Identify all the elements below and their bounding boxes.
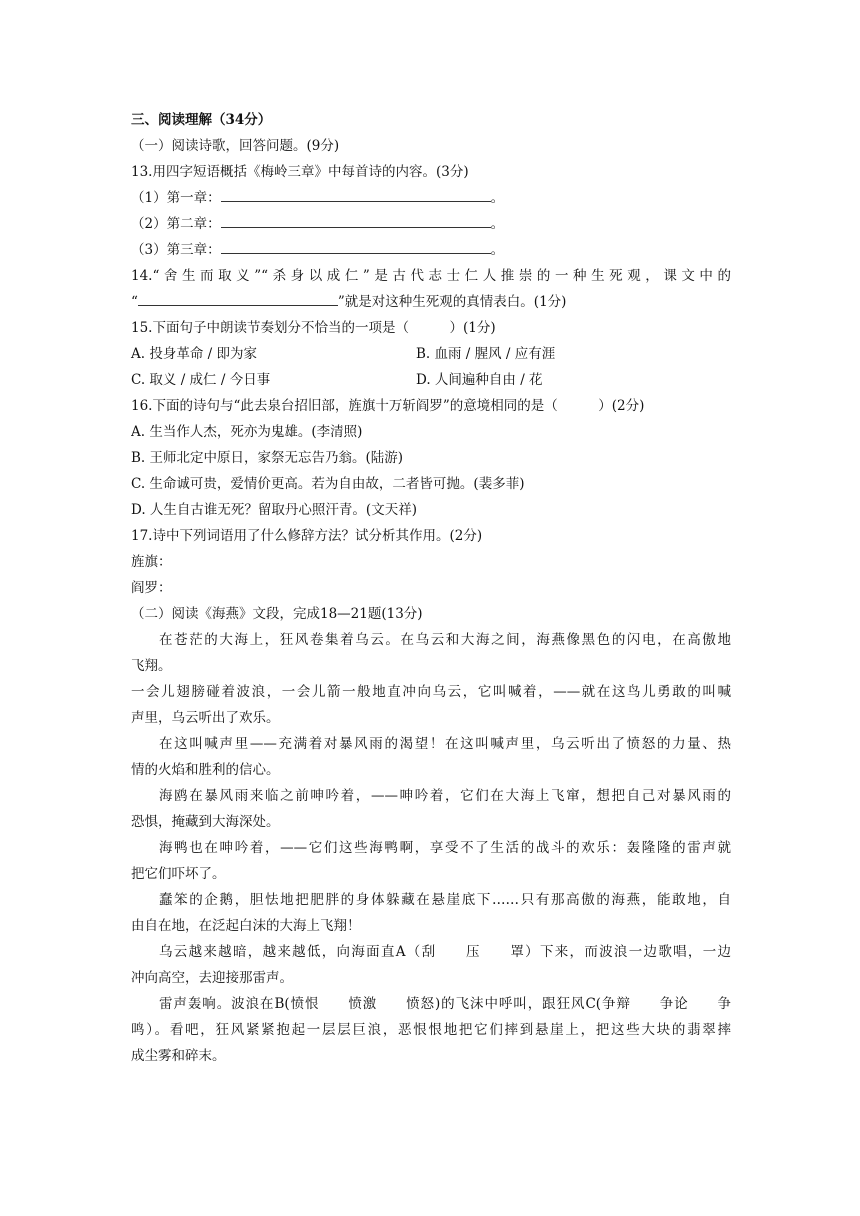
passage-line: 冲向高空，去迎接那雷声。 <box>131 970 293 986</box>
question-15-options-row-2 <box>131 367 731 393</box>
passage-line: 情的火焰和胜利的信心。 <box>131 762 280 778</box>
section-heading: 三、阅读理解（34分） <box>131 112 272 128</box>
item-label: （2）第二章： <box>131 216 221 232</box>
question-16-stem: 16.下面的诗句与“此去泉台招旧部，旌旗十万斩阎罗”的意境相同的是（ ）(2分) <box>131 398 645 414</box>
question-14-line-1: 14.“舍生而取义”“杀身以成仁”是古代志士仁人推崇的一种生死观，课文中的 <box>131 268 731 284</box>
option-d[interactable]: D. 人生自古谁无死？留取丹心照汗青。(文天祥) <box>131 502 417 518</box>
part1-title: （一）阅读诗歌，回答问题。(9分) <box>131 138 340 154</box>
option-b[interactable]: B. 王师北定中原日，家祭无忘告乃翁。(陆游) <box>131 450 404 466</box>
option-b[interactable]: B. 血雨 / 腥风 / 应有涯 <box>416 346 556 362</box>
question-15-options-row-1 <box>131 341 731 367</box>
answer-blank[interactable] <box>221 239 491 254</box>
option-c[interactable]: C. 生命诚可贵，爱情价更高。若为自由故，二者皆可抛。(裴多菲) <box>131 476 525 492</box>
passage-line: 恐惧，掩藏到大海深处。 <box>131 814 280 830</box>
question-13-item-1 <box>131 185 731 211</box>
question-17-item-1: 旌旗： <box>131 554 172 570</box>
question-13-item-2 <box>131 211 731 237</box>
passage-line: 声里，乌云听出了欢乐。 <box>131 710 280 726</box>
option-d[interactable]: D. 人间遍种自由 / 花 <box>416 372 543 388</box>
question-17-stem: 17.诗中下列词语用了什么修辞方法？试分析其作用。(2分) <box>131 528 483 544</box>
passage-line: 鸣）。看吧，狂风紧紧抱起一层层巨浪，恶恨恨地把它们摔到悬崖上，把这些大块的翡翠摔 <box>131 1022 731 1038</box>
answer-blank[interactable] <box>138 291 338 306</box>
passage-line: 雷声轰响。波浪在B(愤恨 愤激 愤怒)的飞沫中呼叫，跟狂风C(争辩 争论 争 <box>159 996 731 1012</box>
part2-title: （二）阅读《海燕》文段，完成18—21题(13分) <box>131 606 423 622</box>
passage <box>131 627 731 1069</box>
item-label: （1）第一章： <box>131 190 221 206</box>
question-13-stem: 13.用四字短语概括《梅岭三章》中每首诗的内容。(3分) <box>131 164 469 180</box>
passage-line: 在这叫喊声里——充满着对暴风雨的渴望！在这叫喊声里，乌云听出了愤怒的力量、热 <box>159 736 731 752</box>
passage-line: 把它们吓坏了。 <box>131 866 226 882</box>
item-end: 。 <box>490 216 505 232</box>
passage-line: 成尘雾和碎末。 <box>131 1048 226 1064</box>
passage-line: 由自在地，在泛起白沫的大海上飞翔！ <box>131 918 361 934</box>
document-content <box>131 107 731 1069</box>
question-15-stem: 15.下面句子中朗读节奏划分不恰当的一项是（ ）(1分) <box>131 320 496 336</box>
option-a[interactable]: A. 投身革命 / 即为家 <box>131 346 257 362</box>
passage-line: 蠢笨的企鹅，胆怯地把肥胖的身体躲藏在悬崖底下……只有那高傲的海燕，能敢地，自 <box>159 892 731 908</box>
question-13-item-3 <box>131 237 731 263</box>
option-a[interactable]: A. 生当作人杰，死亦为鬼雄。(李清照) <box>131 424 363 440</box>
q14-tail: ”就是对这种生死观的真情表白。(1分) <box>337 294 567 310</box>
passage-line: 海鸥在暴风雨来临之前呻吟着，——呻吟着，它们在大海上飞窜，想把自己对暴风雨的 <box>159 788 731 804</box>
answer-blank[interactable] <box>221 213 491 228</box>
item-end: 。 <box>490 242 505 258</box>
passage-line: 飞翔。 <box>131 658 172 674</box>
question-14-line-2 <box>131 289 731 315</box>
passage-line: 海鸭也在呻吟着，——它们这些海鸭啊，享受不了生活的战斗的欢乐：轰隆隆的雷声就 <box>159 840 731 856</box>
item-end: 。 <box>490 190 505 206</box>
passage-line: 一会儿翅膀碰着波浪，一会儿箭一般地直冲向乌云，它叫喊着，——就在这鸟儿勇敢的叫喊 <box>131 684 731 700</box>
question-17-item-2: 阎罗： <box>131 580 172 596</box>
quote-open: “ <box>131 294 138 310</box>
passage-line: 在苍茫的大海上，狂风卷集着乌云。在乌云和大海之间，海燕像黑色的闪电，在高傲地 <box>159 632 731 648</box>
option-c[interactable]: C. 取义 / 成仁 / 今日事 <box>131 372 271 388</box>
item-label: （3）第三章： <box>131 242 221 258</box>
passage-line: 乌云越来越暗，越来越低，向海面直A（刮 压 罩）下来，而波浪一边歌唱，一边 <box>159 944 731 960</box>
answer-blank[interactable] <box>221 187 491 202</box>
